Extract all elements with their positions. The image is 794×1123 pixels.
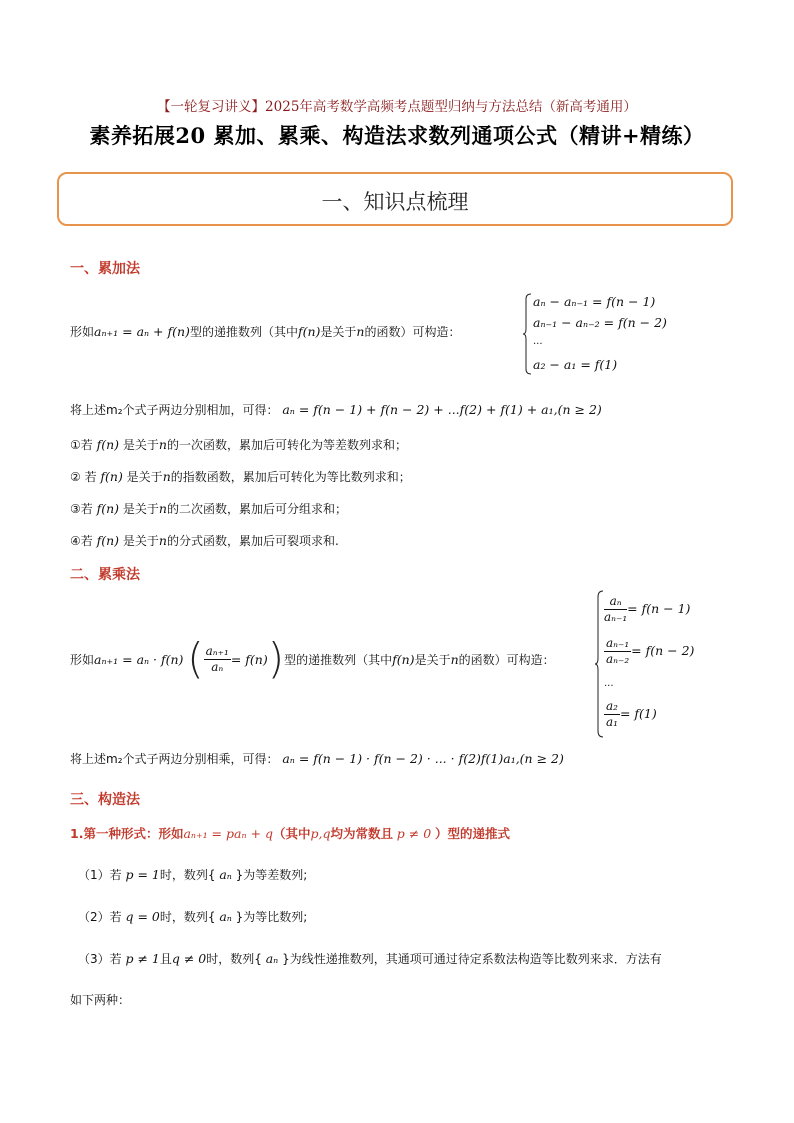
sec1-intro: 形如aₙ₊₁ = aₙ + f(n)型的递推数列（其中f(n)是关于n的函数）可构造： <box>70 324 461 339</box>
sec1-system-line: aₙ − aₙ₋₁ = f(n − 1) <box>533 294 656 309</box>
sec2-system-line: $\frac{\text{aₙ₋₁}}{\text{aₙ₋₂}}$ = f(n − 2) <box>606 636 695 666</box>
doc-title: 素养拓展20 累加、累乘、构造法求数列通项公式（精讲+精练） <box>89 123 705 148</box>
sec1-item: ③若 f(n) 是关于n的二次函数，累加后可分组求和； <box>70 501 347 516</box>
sec1-item: ④若 f(n) 是关于n的分式函数，累加后可裂项求和. <box>70 533 339 548</box>
sec3-subheading: 1.第一种形式：形如aₙ₊₁ = paₙ + q（其中p,q均为常数且 p ≠ 0 ）型的递推式 <box>70 826 511 841</box>
sec1-system-line: ... <box>533 336 543 347</box>
sec2-product: 将上述m₂个式子两边分别相乘，可得： aₙ = f(n − 1) · f(n − 2) · ... · f(2)f(1)a₁,(n ≥ 2) <box>70 751 564 766</box>
sec1-sum: 将上述m₂个式子两边分别相加，可得： aₙ = f(n − 1) + f(n − 2) + ...f(2) + f(1) + a₁,(n ≥ 2) <box>70 402 602 417</box>
sec3-heading: 三、构造法 <box>70 792 140 808</box>
sec1-system-line: a₂ − a₁ = f(1) <box>533 357 618 372</box>
sec1-formula: aₙ₊₁ = aₙ + f(n) <box>94 324 190 339</box>
sec2-system-line: ... <box>604 678 614 689</box>
sec1-sum-formula: aₙ = f(n − 1) + f(n − 2) + ...f(2) + f(1) + a₁,(n ≥ 2) <box>282 402 602 417</box>
sec3-item: （1）若 p = 1时，数列{ aₙ }为等差数列; <box>78 867 308 882</box>
sec2-product-formula: aₙ = f(n − 1) · f(n − 2) · ... · f(2)f(1)a₁,(n ≥ 2) <box>282 751 564 766</box>
sec3-tail: 如下两种： <box>70 993 131 1007</box>
sec2-system-line: $\frac{\text{a₂}}{\text{a₁}}$ = f(1) <box>606 699 657 729</box>
sec2-formula: aₙ₊₁ = aₙ · f(n) <box>94 651 184 667</box>
sec3-item: （3）若 p ≠ 1且q ≠ 0时，数列{ aₙ }为线性递推数列，其通项可通过待定系数法构造等比数列来求．方法有 <box>78 951 662 966</box>
doc-subtitle: 【一轮复习讲义】2025年高考数学高频考点题型归纳与方法总结（新高考通用） <box>157 99 637 115</box>
sec2-heading: 二、累乘法 <box>70 567 140 583</box>
sec1-system-line: aₙ₋₁ − aₙ₋₂ = f(n − 2) <box>533 315 667 330</box>
sec1-system-brace <box>522 293 532 375</box>
section-box-title: 一、知识点梳理 <box>321 190 469 214</box>
sec3-item: （2）若 q = 0时，数列{ aₙ }为等比数列; <box>78 909 308 924</box>
sec2-intro: 形如 aₙ₊₁ = aₙ · f(n) ( $\frac{\text{aₙ₊₁}}{\text{aₙ}}$ = f(n) ) 型的递推数列（其中 f(n) 是关于 n 的函数）可构造： <box>70 634 555 683</box>
sec1-item: ② 若 f(n) 是关于n的指数函数，累加后可转化为等比数列求和； <box>70 469 411 484</box>
sec1-item: ①若 f(n) 是关于n的一次函数，累加后可转化为等差数列求和； <box>70 437 407 452</box>
sec2-fraction: $\frac{\text{aₙ₊₁}}{\text{aₙ}}$ <box>205 643 229 674</box>
sec1-heading: 一、累加法 <box>70 261 140 277</box>
sec2-system-brace <box>594 590 604 738</box>
sec2-system-line: $\frac{\text{aₙ}}{\text{aₙ₋₁}}$ = f(n − 1) <box>604 594 691 624</box>
